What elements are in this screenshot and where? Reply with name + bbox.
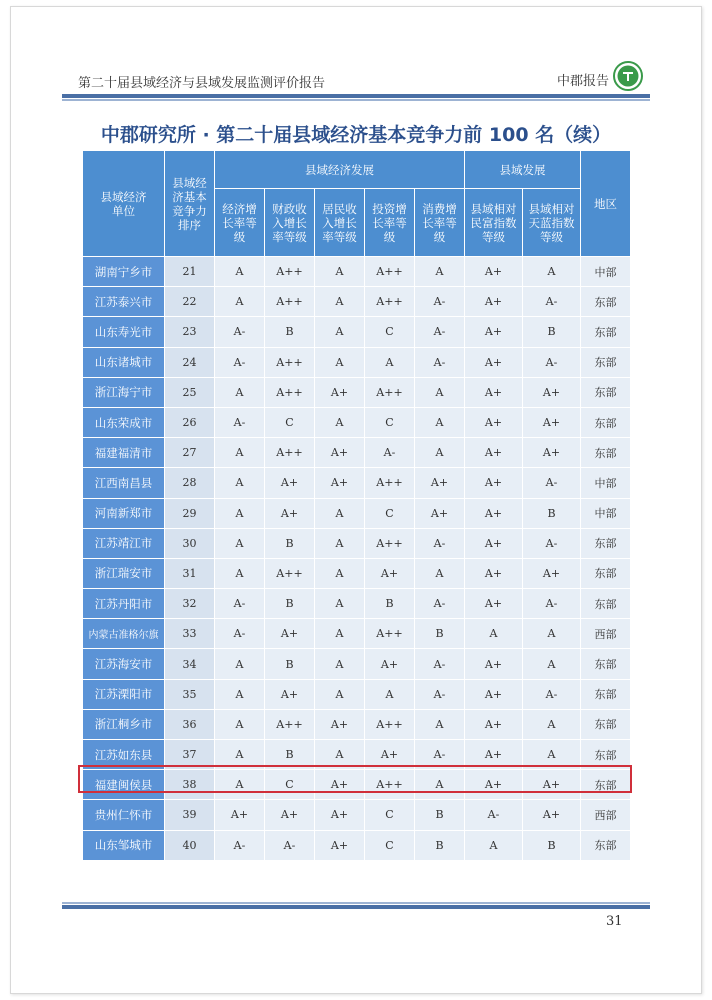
rank-cell: 22 bbox=[165, 287, 215, 317]
grade-cell: A+ bbox=[465, 468, 523, 498]
grade-cell: A bbox=[215, 709, 265, 739]
grade-cell: B bbox=[415, 830, 465, 860]
rank-cell: 31 bbox=[165, 558, 215, 588]
table-row bbox=[83, 438, 631, 468]
grade-cell: A+ bbox=[315, 800, 365, 830]
grade-cell: A bbox=[315, 287, 365, 317]
grade-cell: A bbox=[415, 558, 465, 588]
table-row bbox=[83, 830, 631, 860]
region-cell: 东部 bbox=[581, 649, 631, 679]
county-name-cell: 山东邹城市 bbox=[83, 830, 165, 860]
grade-cell: A- bbox=[415, 740, 465, 770]
grade-cell: A bbox=[415, 377, 465, 407]
grade-cell: A+ bbox=[465, 438, 523, 468]
table-row bbox=[83, 528, 631, 558]
grade-cell: A++ bbox=[265, 347, 315, 377]
header-sub-econ: 消费增长率等级 bbox=[415, 189, 465, 257]
grade-cell: A- bbox=[215, 830, 265, 860]
grade-cell: B bbox=[523, 317, 581, 347]
region-cell: 中部 bbox=[581, 257, 631, 287]
grade-cell: A+ bbox=[465, 528, 523, 558]
grade-cell: A+ bbox=[523, 800, 581, 830]
grade-cell: A+ bbox=[265, 679, 315, 709]
grade-cell: A- bbox=[523, 347, 581, 377]
grade-cell: A+ bbox=[465, 407, 523, 437]
grade-cell: A- bbox=[523, 679, 581, 709]
rank-cell: 36 bbox=[165, 709, 215, 739]
grade-cell: C bbox=[365, 498, 415, 528]
grade-cell: A- bbox=[415, 528, 465, 558]
grade-cell: A bbox=[415, 257, 465, 287]
region-cell: 东部 bbox=[581, 347, 631, 377]
county-name-cell: 江西南昌县 bbox=[83, 468, 165, 498]
grade-cell: A- bbox=[415, 287, 465, 317]
table-row bbox=[83, 317, 631, 347]
header-rank: 县域经济基本竞争力排序 bbox=[165, 151, 215, 257]
region-cell: 东部 bbox=[581, 377, 631, 407]
county-name-cell: 江苏泰兴市 bbox=[83, 287, 165, 317]
page-title: 中郡研究所 · 第二十届县域经济基本竞争力前 100 名（续） bbox=[100, 124, 612, 146]
header-rule bbox=[62, 94, 650, 98]
grade-cell: A+ bbox=[415, 468, 465, 498]
table-row bbox=[83, 347, 631, 377]
grade-cell: A+ bbox=[523, 770, 581, 800]
grade-cell: A bbox=[315, 740, 365, 770]
competitiveness-table bbox=[82, 150, 631, 861]
grade-cell: A++ bbox=[265, 377, 315, 407]
grade-cell: A+ bbox=[215, 800, 265, 830]
region-cell: 东部 bbox=[581, 740, 631, 770]
county-name-cell: 江苏如东县 bbox=[83, 740, 165, 770]
grade-cell: A- bbox=[523, 528, 581, 558]
grade-cell: A bbox=[315, 498, 365, 528]
rank-cell: 34 bbox=[165, 649, 215, 679]
grade-cell: A++ bbox=[265, 709, 315, 739]
grade-cell: A bbox=[465, 830, 523, 860]
grade-cell: A bbox=[365, 679, 415, 709]
grade-cell: A bbox=[215, 740, 265, 770]
county-name-cell: 江苏海安市 bbox=[83, 649, 165, 679]
grade-cell: A bbox=[315, 407, 365, 437]
county-name-cell: 浙江桐乡市 bbox=[83, 709, 165, 739]
table-row bbox=[83, 800, 631, 830]
grade-cell: A++ bbox=[265, 558, 315, 588]
region-cell: 西部 bbox=[581, 619, 631, 649]
header-sub-econ: 居民收入增长率等级 bbox=[315, 189, 365, 257]
region-cell: 西部 bbox=[581, 800, 631, 830]
grade-cell: A+ bbox=[523, 407, 581, 437]
grade-cell: A+ bbox=[465, 770, 523, 800]
grade-cell: A- bbox=[523, 589, 581, 619]
grade-cell: C bbox=[265, 407, 315, 437]
grade-cell: A- bbox=[415, 347, 465, 377]
grade-cell: A bbox=[315, 679, 365, 709]
grade-cell: A++ bbox=[365, 709, 415, 739]
rank-cell: 35 bbox=[165, 679, 215, 709]
county-name-cell: 江苏溧阳市 bbox=[83, 679, 165, 709]
table-row bbox=[83, 468, 631, 498]
grade-cell: B bbox=[523, 498, 581, 528]
grade-cell: A bbox=[523, 709, 581, 739]
grade-cell: A bbox=[315, 619, 365, 649]
grade-cell: A bbox=[215, 287, 265, 317]
grade-cell: A+ bbox=[315, 438, 365, 468]
grade-cell: A- bbox=[215, 589, 265, 619]
rank-cell: 24 bbox=[165, 347, 215, 377]
region-cell: 东部 bbox=[581, 528, 631, 558]
header-group-dev: 县域发展 bbox=[465, 151, 581, 189]
grade-cell: A- bbox=[265, 830, 315, 860]
grade-cell: A++ bbox=[365, 619, 415, 649]
grade-cell: A- bbox=[215, 347, 265, 377]
grade-cell: A+ bbox=[465, 317, 523, 347]
grade-cell: A+ bbox=[465, 649, 523, 679]
table-row bbox=[83, 407, 631, 437]
grade-cell: A bbox=[523, 619, 581, 649]
table-row bbox=[83, 619, 631, 649]
rank-cell: 30 bbox=[165, 528, 215, 558]
grade-cell: A+ bbox=[315, 830, 365, 860]
grade-cell: B bbox=[265, 317, 315, 347]
brand-logo-icon bbox=[613, 61, 643, 91]
grade-cell: A bbox=[315, 317, 365, 347]
footer-rule-thin bbox=[62, 902, 650, 904]
grade-cell: B bbox=[265, 589, 315, 619]
grade-cell: A++ bbox=[365, 528, 415, 558]
rank-cell: 40 bbox=[165, 830, 215, 860]
grade-cell: A bbox=[315, 347, 365, 377]
grade-cell: A bbox=[523, 740, 581, 770]
grade-cell: A+ bbox=[265, 498, 315, 528]
grade-cell: A- bbox=[215, 619, 265, 649]
grade-cell: C bbox=[365, 317, 415, 347]
grade-cell: A bbox=[215, 498, 265, 528]
county-name-cell: 贵州仁怀市 bbox=[83, 800, 165, 830]
grade-cell: B bbox=[415, 619, 465, 649]
header-sub-econ: 财政收入增长率等级 bbox=[265, 189, 315, 257]
grade-cell: A+ bbox=[523, 377, 581, 407]
table-row bbox=[83, 287, 631, 317]
grade-cell: A- bbox=[523, 468, 581, 498]
region-cell: 东部 bbox=[581, 438, 631, 468]
grade-cell: A++ bbox=[265, 257, 315, 287]
grade-cell: A+ bbox=[265, 800, 315, 830]
grade-cell: A++ bbox=[365, 468, 415, 498]
grade-cell: A bbox=[415, 709, 465, 739]
report-brand: 中郡报告 bbox=[557, 74, 610, 89]
grade-cell: A bbox=[465, 619, 523, 649]
grade-cell: B bbox=[265, 740, 315, 770]
grade-cell: A+ bbox=[415, 498, 465, 528]
grade-cell: C bbox=[365, 407, 415, 437]
grade-cell: A+ bbox=[315, 709, 365, 739]
grade-cell: A+ bbox=[465, 287, 523, 317]
grade-cell: A- bbox=[415, 679, 465, 709]
grade-cell: A+ bbox=[315, 770, 365, 800]
grade-cell: A bbox=[365, 347, 415, 377]
header-rule-thin bbox=[62, 99, 650, 101]
grade-cell: A bbox=[215, 770, 265, 800]
county-name-cell: 河南新郑市 bbox=[83, 498, 165, 528]
county-name-cell: 福建福清市 bbox=[83, 438, 165, 468]
grade-cell: A++ bbox=[365, 770, 415, 800]
grade-cell: A bbox=[215, 377, 265, 407]
county-name-cell: 山东寿光市 bbox=[83, 317, 165, 347]
grade-cell: A bbox=[315, 257, 365, 287]
region-cell: 东部 bbox=[581, 770, 631, 800]
region-cell: 东部 bbox=[581, 679, 631, 709]
rank-cell: 21 bbox=[165, 257, 215, 287]
grade-cell: A+ bbox=[365, 558, 415, 588]
grade-cell: A+ bbox=[523, 558, 581, 588]
table-row bbox=[83, 377, 631, 407]
grade-cell: A bbox=[215, 257, 265, 287]
county-name-cell: 福建闽侯县 bbox=[83, 770, 165, 800]
grade-cell: A- bbox=[465, 800, 523, 830]
region-cell: 东部 bbox=[581, 830, 631, 860]
county-name-cell: 山东诸城市 bbox=[83, 347, 165, 377]
grade-cell: A+ bbox=[465, 377, 523, 407]
grade-cell: A++ bbox=[365, 287, 415, 317]
table-row bbox=[83, 649, 631, 679]
grade-cell: A++ bbox=[265, 287, 315, 317]
header-region: 地区 bbox=[581, 151, 631, 257]
grade-cell: A bbox=[215, 679, 265, 709]
grade-cell: A- bbox=[415, 589, 465, 619]
grade-cell: A+ bbox=[315, 377, 365, 407]
rank-cell: 37 bbox=[165, 740, 215, 770]
region-cell: 东部 bbox=[581, 407, 631, 437]
grade-cell: A+ bbox=[365, 740, 415, 770]
grade-cell: A++ bbox=[365, 377, 415, 407]
grade-cell: A bbox=[415, 438, 465, 468]
grade-cell: A bbox=[523, 257, 581, 287]
rank-cell: 32 bbox=[165, 589, 215, 619]
grade-cell: A+ bbox=[465, 589, 523, 619]
grade-cell: A bbox=[215, 438, 265, 468]
grade-cell: A+ bbox=[465, 257, 523, 287]
grade-cell: A+ bbox=[465, 498, 523, 528]
county-name-cell: 山东荣成市 bbox=[83, 407, 165, 437]
grade-cell: A bbox=[315, 528, 365, 558]
region-cell: 中部 bbox=[581, 468, 631, 498]
grade-cell: A- bbox=[215, 407, 265, 437]
grade-cell: C bbox=[365, 800, 415, 830]
grade-cell: A+ bbox=[315, 468, 365, 498]
header-sub-econ: 投资增长率等级 bbox=[365, 189, 415, 257]
header-sub-econ: 经济增长率等级 bbox=[215, 189, 265, 257]
grade-cell: A bbox=[315, 558, 365, 588]
rank-cell: 28 bbox=[165, 468, 215, 498]
table-row bbox=[83, 498, 631, 528]
table-row bbox=[83, 679, 631, 709]
table-row bbox=[83, 257, 631, 287]
county-name-cell: 江苏丹阳市 bbox=[83, 589, 165, 619]
rank-cell: 29 bbox=[165, 498, 215, 528]
grade-cell: A bbox=[415, 770, 465, 800]
grade-cell: B bbox=[365, 589, 415, 619]
county-name-cell: 江苏靖江市 bbox=[83, 528, 165, 558]
region-cell: 中部 bbox=[581, 498, 631, 528]
grade-cell: A- bbox=[365, 438, 415, 468]
grade-cell: B bbox=[265, 649, 315, 679]
grade-cell: A bbox=[215, 649, 265, 679]
table-row bbox=[83, 589, 631, 619]
grade-cell: A bbox=[215, 558, 265, 588]
county-name-cell: 浙江海宁市 bbox=[83, 377, 165, 407]
region-cell: 东部 bbox=[581, 317, 631, 347]
county-name-cell: 内蒙古准格尔旗 bbox=[83, 619, 165, 649]
grade-cell: A bbox=[315, 649, 365, 679]
grade-cell: A- bbox=[523, 287, 581, 317]
footer-rule bbox=[62, 905, 650, 909]
grade-cell: C bbox=[265, 770, 315, 800]
region-cell: 东部 bbox=[581, 558, 631, 588]
grade-cell: B bbox=[265, 528, 315, 558]
rank-cell: 39 bbox=[165, 800, 215, 830]
grade-cell: A+ bbox=[465, 740, 523, 770]
grade-cell: A- bbox=[215, 317, 265, 347]
region-cell: 东部 bbox=[581, 709, 631, 739]
grade-cell: A++ bbox=[265, 438, 315, 468]
grade-cell: A bbox=[523, 649, 581, 679]
grade-cell: A++ bbox=[365, 257, 415, 287]
grade-cell: A- bbox=[415, 649, 465, 679]
grade-cell: A+ bbox=[523, 438, 581, 468]
grade-cell: A+ bbox=[465, 679, 523, 709]
header-sub-dev: 县域相对天蓝指数等级 bbox=[523, 189, 581, 257]
rank-cell: 33 bbox=[165, 619, 215, 649]
header-group-econ: 县域经济发展 bbox=[215, 151, 465, 189]
grade-cell: A+ bbox=[465, 347, 523, 377]
grade-cell: A+ bbox=[465, 709, 523, 739]
rank-cell: 26 bbox=[165, 407, 215, 437]
highlight-box bbox=[78, 765, 632, 793]
region-cell: 东部 bbox=[581, 589, 631, 619]
page-number: 31 bbox=[606, 914, 623, 929]
table-row bbox=[83, 709, 631, 739]
grade-cell: A+ bbox=[465, 558, 523, 588]
grade-cell: B bbox=[523, 830, 581, 860]
table-row bbox=[83, 558, 631, 588]
grade-cell: A bbox=[215, 528, 265, 558]
grade-cell: A+ bbox=[265, 619, 315, 649]
grade-cell: C bbox=[365, 830, 415, 860]
grade-cell: A+ bbox=[265, 468, 315, 498]
rank-cell: 23 bbox=[165, 317, 215, 347]
rank-cell: 27 bbox=[165, 438, 215, 468]
region-cell: 东部 bbox=[581, 287, 631, 317]
grade-cell: A+ bbox=[365, 649, 415, 679]
rank-cell: 38 bbox=[165, 770, 215, 800]
header-sub-dev: 县域相对民富指数等级 bbox=[465, 189, 523, 257]
grade-cell: A bbox=[315, 589, 365, 619]
grade-cell: A bbox=[415, 407, 465, 437]
grade-cell: A- bbox=[415, 317, 465, 347]
grade-cell: B bbox=[415, 800, 465, 830]
county-name-cell: 湖南宁乡市 bbox=[83, 257, 165, 287]
county-name-cell: 浙江瑞安市 bbox=[83, 558, 165, 588]
rank-cell: 25 bbox=[165, 377, 215, 407]
grade-cell: A bbox=[215, 468, 265, 498]
report-header-title: 第二十届县域经济与县域发展监测评价报告 bbox=[78, 76, 326, 91]
header-unit: 县域经济单位 bbox=[83, 151, 165, 257]
